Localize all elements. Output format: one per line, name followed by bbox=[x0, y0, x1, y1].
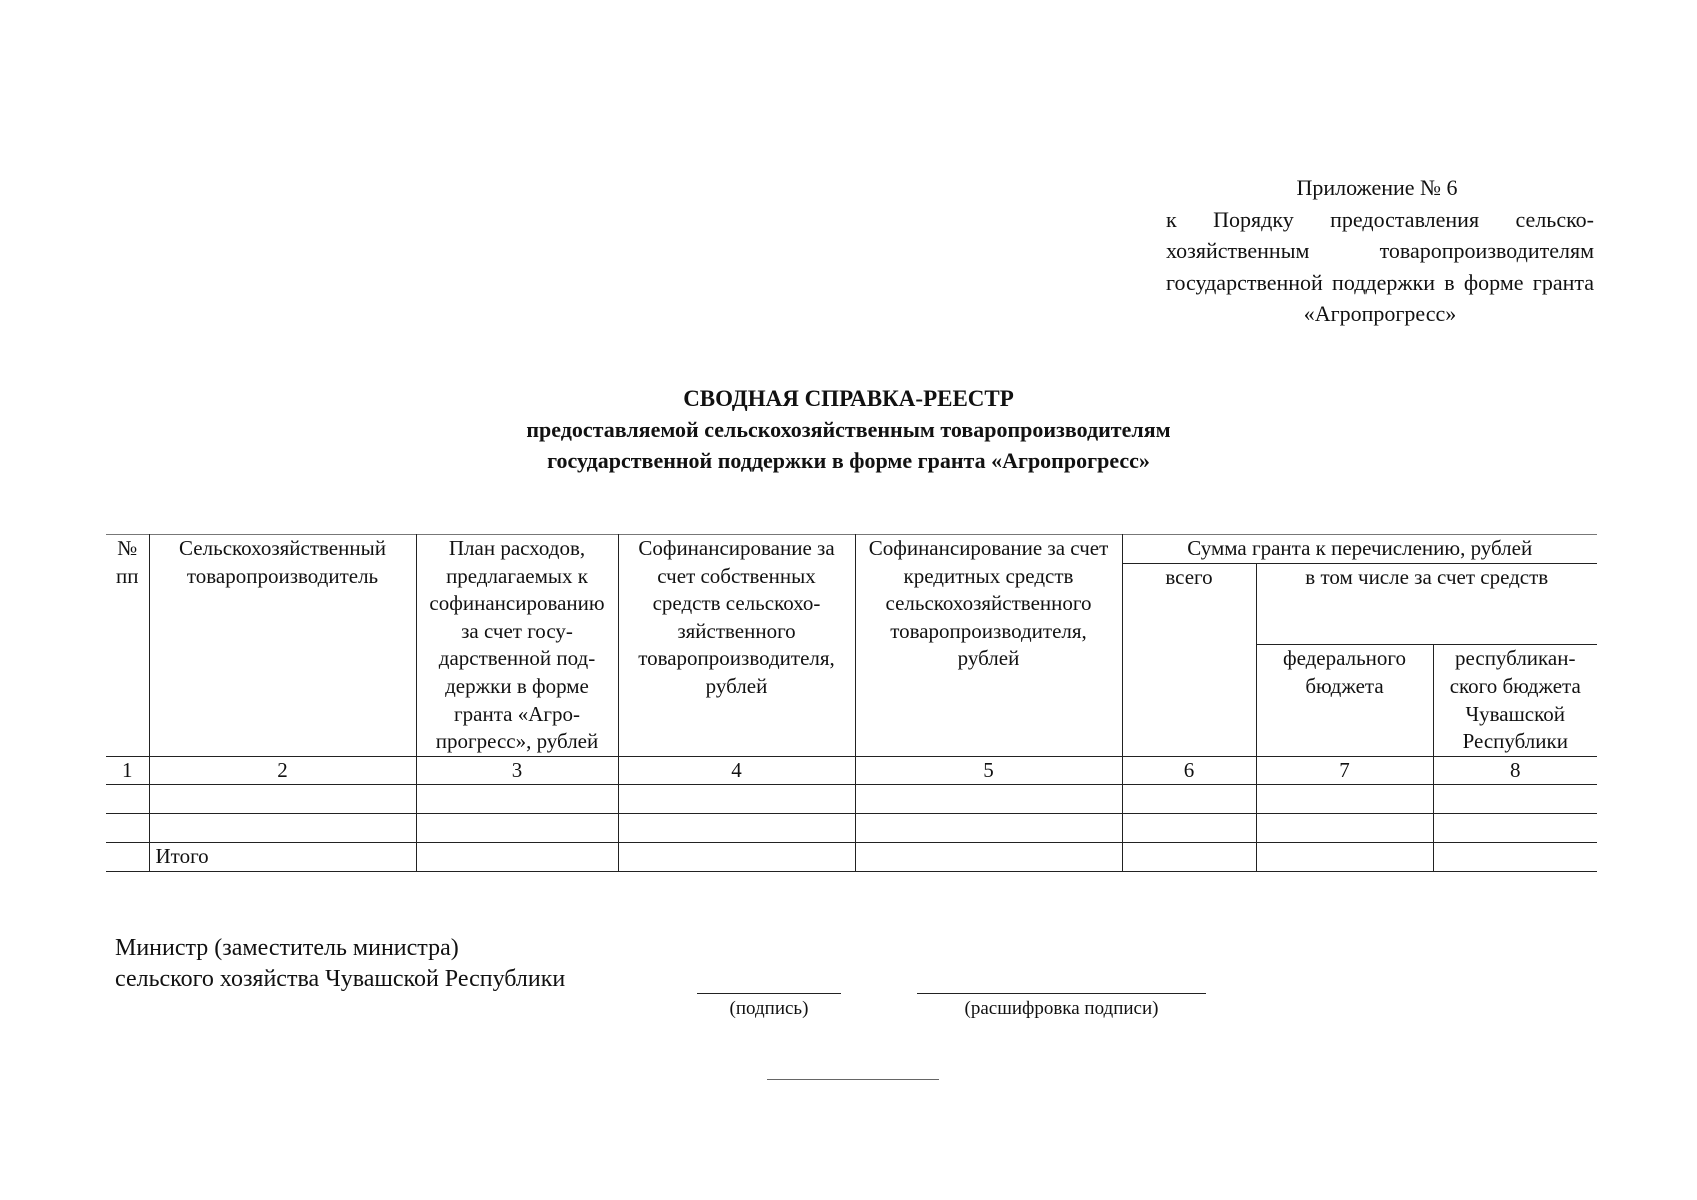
table-cell bbox=[416, 814, 618, 843]
table-cell bbox=[1122, 843, 1256, 872]
signature-line bbox=[697, 993, 841, 994]
header-grant-sum: Сумма гранта к перечислению, рублей bbox=[1122, 535, 1597, 564]
header-republic-budget: республиканского бюджета Чувашской Республики bbox=[1433, 645, 1597, 756]
table-cell bbox=[1433, 785, 1597, 814]
table-cell bbox=[1122, 785, 1256, 814]
table-cell bbox=[1433, 843, 1597, 872]
signature-caption: (подпись) bbox=[729, 998, 809, 1019]
column-number: 4 bbox=[618, 756, 855, 785]
table-cell bbox=[855, 843, 1122, 872]
header-expense-plan: План расходов, предлагаемых к софинансированию за счет государственной поддержки в форме гранта «Агропрогресс», рублей bbox=[416, 535, 618, 757]
table-cell bbox=[106, 785, 149, 814]
table-row bbox=[106, 785, 1597, 814]
appendix-heading: Приложение № 6 bbox=[1296, 175, 1458, 200]
total-label: Итого bbox=[149, 843, 416, 872]
column-number: 3 bbox=[416, 756, 618, 785]
column-number: 5 bbox=[855, 756, 1122, 785]
header-total: всего bbox=[1122, 563, 1256, 756]
document-title bbox=[0, 383, 1697, 476]
column-number-row bbox=[106, 756, 1597, 785]
title-line-3: государственной поддержки в форме гранта «Агропрогресс» bbox=[547, 448, 1150, 473]
total-row bbox=[106, 843, 1597, 872]
header-own-cofinancing: Софинансирование за счет собственных средств сельскохозяйственного товаропроизводителя, рублей bbox=[618, 535, 855, 757]
table-cell bbox=[149, 814, 416, 843]
end-rule bbox=[767, 1079, 939, 1080]
column-number: 1 bbox=[106, 756, 149, 785]
table-cell bbox=[106, 814, 149, 843]
table-cell bbox=[1256, 814, 1433, 843]
title-line-2: предоставляемой сельскохозяйственным товаропроизводителям bbox=[526, 417, 1171, 442]
signatory-position bbox=[115, 933, 565, 995]
table-cell bbox=[618, 814, 855, 843]
header-credit-cofinancing: Софинансирование за счет кредитных средств сельскохозяйственного товаропроизводителя, рублей bbox=[855, 535, 1122, 757]
signature-decoding-caption: (расшифровка подписи) bbox=[964, 998, 1159, 1019]
header-federal-budget: федерального бюджета bbox=[1256, 645, 1433, 756]
table-cell bbox=[1256, 785, 1433, 814]
table-cell bbox=[416, 843, 618, 872]
column-number: 7 bbox=[1256, 756, 1433, 785]
header-including: в том числе за счет средств bbox=[1256, 563, 1597, 645]
registry-table bbox=[106, 534, 1597, 872]
table-cell bbox=[416, 785, 618, 814]
column-number: 2 bbox=[149, 756, 416, 785]
table-cell bbox=[855, 814, 1122, 843]
table-cell bbox=[618, 785, 855, 814]
table-cell bbox=[1256, 843, 1433, 872]
header-producer: Сельскохозяйственный товаропроизводитель bbox=[149, 535, 416, 757]
appendix-note bbox=[1166, 172, 1594, 330]
table-cell bbox=[1433, 814, 1597, 843]
column-number: 6 bbox=[1122, 756, 1256, 785]
signatory-line-1: Министр (заместитель министра) bbox=[115, 935, 459, 961]
title-main: СВОДНАЯ СПРАВКА-РЕЕСТР bbox=[683, 386, 1014, 411]
header-number: № пп bbox=[106, 535, 149, 757]
appendix-text: к Порядку предоставления сельскохозяйственным товаропроизводителям государственной поддержки в форме гранта «Агропрогресс» bbox=[1166, 206, 1594, 326]
signature-decoding-line bbox=[917, 993, 1206, 994]
signatory-line-2: сельского хозяйства Чувашской Республики bbox=[115, 966, 566, 992]
table-cell bbox=[855, 785, 1122, 814]
table-row bbox=[106, 814, 1597, 843]
column-number: 8 bbox=[1433, 756, 1597, 785]
table-cell bbox=[106, 843, 149, 872]
table-cell bbox=[1122, 814, 1256, 843]
table-cell bbox=[149, 785, 416, 814]
table-cell bbox=[618, 843, 855, 872]
